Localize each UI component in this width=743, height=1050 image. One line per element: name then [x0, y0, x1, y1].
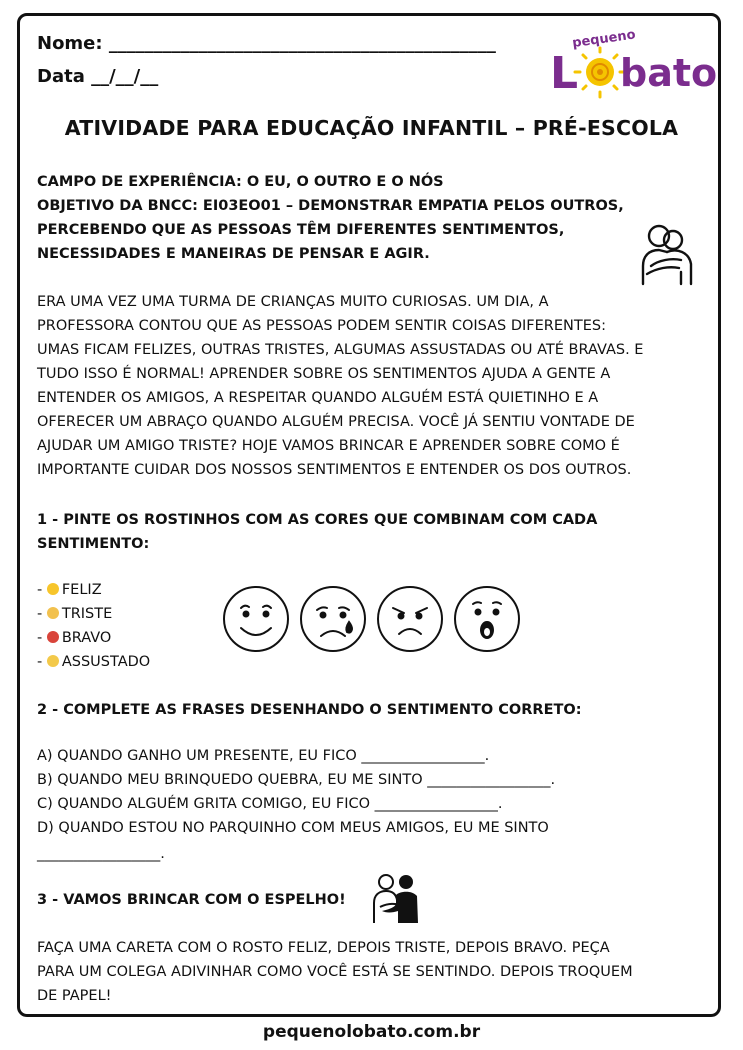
intro-objetivo: OBJETIVO DA BNCC: EI03EO01 – DEMONSTRAR EMPATIA PELOS OUTROS, [37, 198, 624, 214]
q1-item-bravo: - BRAVO [37, 630, 112, 646]
story-line-8: IMPORTANTE CUIDAR DOS NOSSOS SENTIMENTOS E ENTENDER OS DOS OUTROS. [37, 462, 632, 478]
intro-objetivo-3: NECESSIDADES E MANEIRAS DE PENSAR E AGIR. [37, 246, 430, 262]
q2-item-c: C) QUANDO ALGUÉM GRITA COMIGO, EU FICO _________________. [37, 796, 503, 812]
q1-heading-2: SENTIMENTO: [37, 536, 150, 552]
q3-heading: 3 - VAMOS BRINCAR COM O ESPELHO! [37, 892, 346, 908]
scared-emoji-icon [47, 655, 59, 667]
story-line-2: PROFESSORA CONTOU QUE AS PESSOAS PODEM SENTIR COISAS DIFERENTES: [37, 318, 606, 334]
page-title: ATIVIDADE PARA EDUCAÇÃO INFANTIL – PRÉ-ESCOLA [64, 116, 679, 140]
q2-item-d-blank: _________________. [37, 846, 165, 862]
q2-item-a: A) QUANDO GANHO UM PRESENTE, EU FICO _________________. [37, 748, 490, 764]
q1-heading: 1 - PINTE OS ROSTINHOS COM AS CORES QUE COMBINAM COM CADA [37, 512, 598, 528]
story-line-6: OFERECER UM ABRAÇO QUANDO ALGUÉM PRECISA. VOCÊ JÁ SENTIU VONTADE DE [37, 414, 635, 430]
q1-item-assustado: - ASSUSTADO [37, 654, 151, 670]
intro-campo: CAMPO DE EXPERIÊNCIA: O EU, O OUTRO E O NÓS [37, 174, 444, 190]
q2-heading: 2 - COMPLETE AS FRASES DESENHANDO O SENTIMENTO CORRETO: [37, 702, 582, 718]
sad-emoji-icon [47, 607, 59, 619]
q3-line-1: FAÇA UMA CARETA COM O ROSTO FELIZ, DEPOIS TRISTE, DEPOIS BRAVO. PEÇA [37, 940, 610, 956]
date-field-label: Data __/__/__ [37, 66, 159, 87]
footer-website: pequenolobato.com.br [262, 1022, 481, 1042]
scared-face-icon[interactable] [455, 587, 519, 651]
name-field-label: Nome: ___________________________________________ [37, 33, 496, 54]
sad-face-icon[interactable] [301, 587, 365, 651]
friends-hug-icon [370, 873, 422, 925]
hug-icon [637, 222, 699, 288]
logo-small-text: pequeno [571, 27, 637, 52]
logo-word: bato [620, 51, 718, 95]
story-line-7: AJUDAR UM AMIGO TRISTE? HOJE VAMOS BRINCAR E APRENDER SOBRE COMO É [37, 438, 620, 454]
q3-line-2: PARA UM COLEGA ADIVINHAR COMO VOCÊ ESTÁ SE SENTINDO. DEPOIS TROQUEM [37, 964, 633, 980]
angry-emoji-icon [47, 631, 59, 643]
q1-item-triste: - TRISTE [37, 606, 113, 622]
happy-emoji-icon [47, 583, 59, 595]
intro-objetivo-2: PERCEBENDO QUE AS PESSOAS TÊM DIFERENTES SENTIMENTOS, [37, 222, 565, 238]
happy-face-icon[interactable] [224, 587, 288, 651]
story-line-3: UMAS FICAM FELIZES, OUTRAS TRISTES, ALGUMAS ASSUSTADAS OU ATÉ BRAVAS. E [37, 342, 644, 358]
sun-icon [575, 48, 625, 97]
q3-line-3: DE PAPEL! [37, 988, 112, 1004]
angry-face-icon[interactable] [378, 587, 442, 651]
faces-row [221, 584, 526, 654]
logo-graphic [548, 24, 723, 104]
q2-item-b: B) QUANDO MEU BRINQUEDO QUEBRA, EU ME SINTO _________________. [37, 772, 556, 788]
q2-item-d: D) QUANDO ESTOU NO PARQUINHO COM MEUS AMIGOS, EU ME SINTO [37, 820, 549, 836]
q1-item-feliz: - FELIZ [37, 582, 102, 598]
logo-letter-l: L [550, 48, 579, 99]
story-line-5: ENTENDER OS AMIGOS, A RESPEITAR QUANDO ALGUÉM ESTÁ QUIETINHO E A [37, 390, 599, 406]
story-line-1: ERA UMA VEZ UMA TURMA DE CRIANÇAS MUITO CURIOSAS. UM DIA, A [37, 294, 549, 310]
story-line-4: TUDO ISSO É NORMAL! APRENDER SOBRE OS SENTIMENTOS AJUDA A GENTE A [37, 366, 611, 382]
logo [548, 24, 723, 104]
